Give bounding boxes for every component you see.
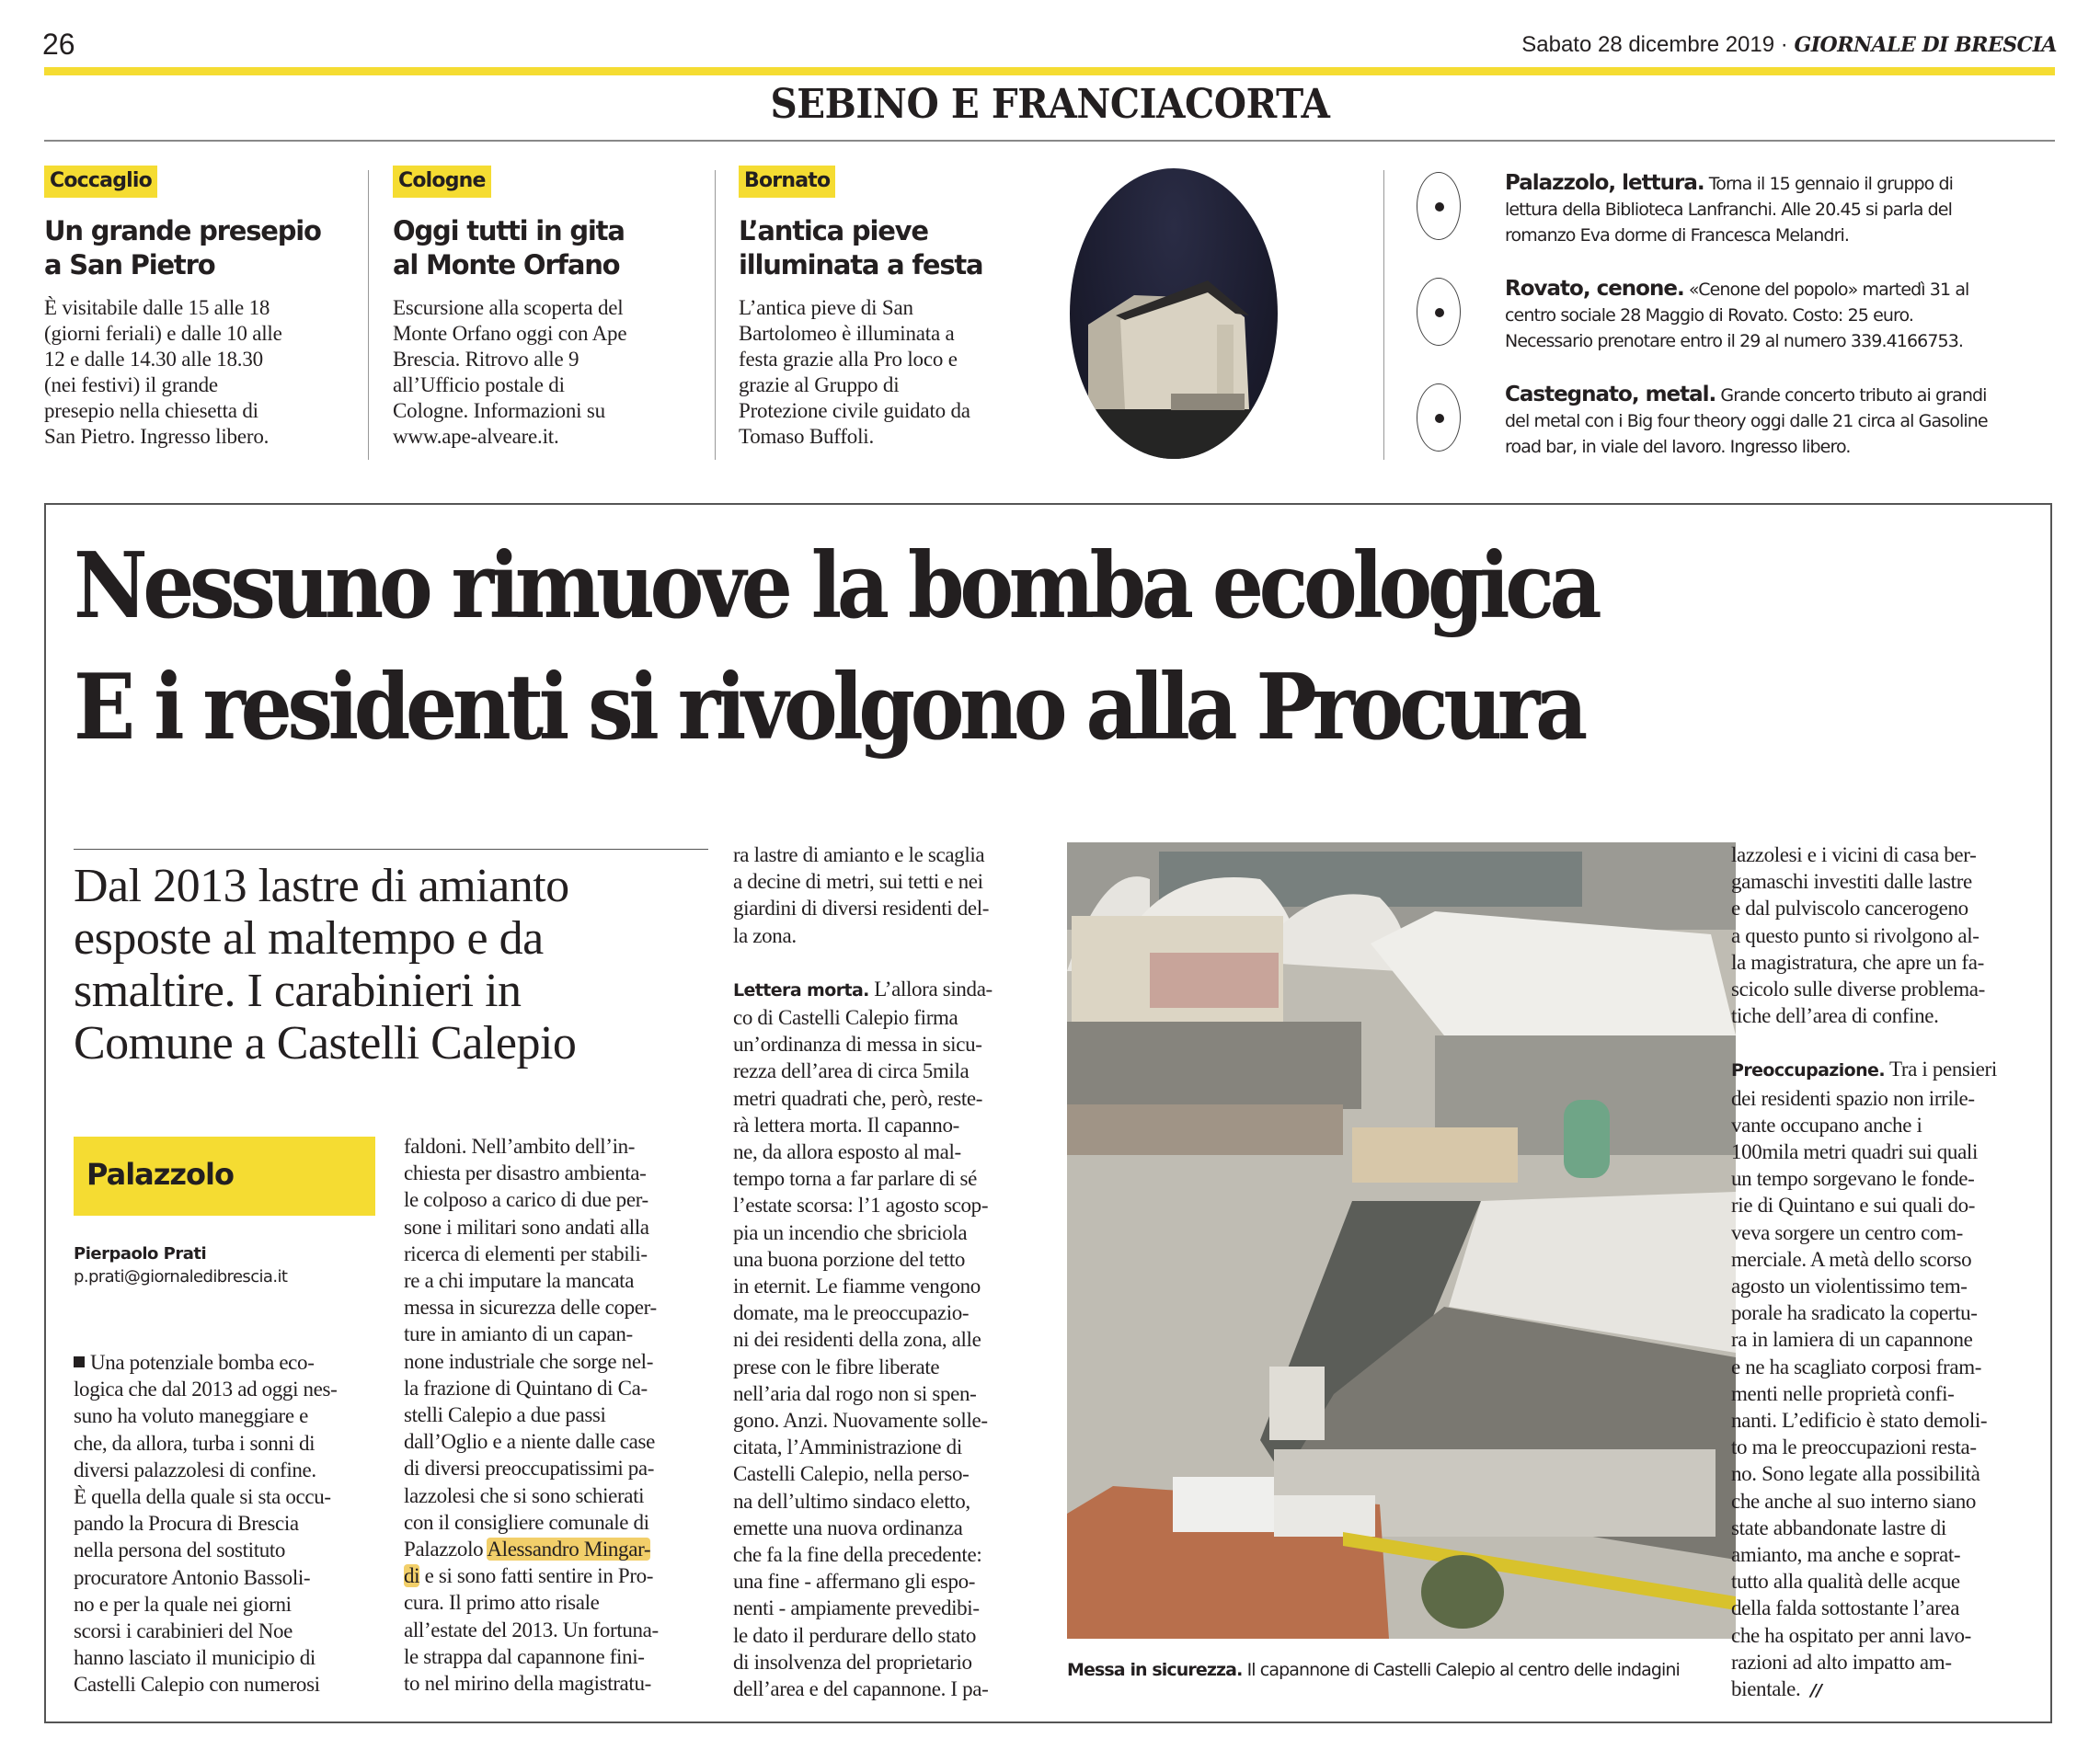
note-line: «Cenone del popolo» martedì 31 al (1683, 280, 1969, 300)
text-line: agosto un violentissimo tem- (1731, 1275, 1968, 1298)
text-line: co di Castelli Calepio firma (733, 1006, 958, 1030)
text-line: nanti. L’edificio è stato demoli- (1731, 1409, 1988, 1433)
text-line: menti nelle proprietà confi- (1731, 1381, 1955, 1405)
bullet-circle-icon (1417, 172, 1461, 240)
brief-line: presepio nella chiesetta di (44, 399, 258, 422)
text-line: procuratore Antonio Bassoli- (74, 1565, 311, 1589)
text-line: l’estate scorsa: l’1 agosto scop- (733, 1194, 989, 1218)
caption-lead: Messa in sicurezza. (1067, 1660, 1243, 1680)
text-lines (1731, 843, 1985, 1027)
column-divider (368, 170, 369, 460)
text-line: nenti - ampiamente prevedibi- (733, 1596, 980, 1620)
text-fragment: L’allora sinda- (868, 977, 993, 1001)
brief-line: Protezione civile guidato da (739, 399, 970, 422)
text-line: none industriale che sorge nel- (404, 1349, 654, 1373)
place-label (74, 1137, 375, 1216)
text-line: porale ha sradicato la copertu- (1731, 1301, 1978, 1325)
note-item (1417, 382, 2060, 464)
subheadline-rule (74, 849, 708, 850)
brief-title-line: illuminata a festa (739, 249, 983, 280)
author-email[interactable]: p.prati@giornaledibrescia.it (74, 1267, 288, 1287)
brief-line: all’Ufficio postale di (393, 373, 565, 396)
brief-line: San Pietro. Ingresso libero. (44, 425, 270, 448)
header-accent-bar (44, 67, 2055, 75)
text-line: hanno lasciato il municipio di (74, 1646, 316, 1670)
note-line: del metal con i Big four theory oggi dalle 21 circa al Gasoline (1505, 411, 1988, 431)
text-line: to nel mirino della magistratu- (404, 1672, 651, 1696)
text-line: tutto alla qualità delle acque (1731, 1570, 1960, 1594)
text-line: pia un incendio che sbriciola (733, 1220, 968, 1244)
text-fragment: Tra i pensieri (1884, 1058, 1997, 1081)
headline-line: E i residenti si rivolgono alla Procura (74, 655, 1583, 761)
article-column-4 (1731, 841, 2031, 1704)
text-line: dall’Oglio e a niente dalle case (404, 1430, 655, 1454)
subheadline-line: smaltire. I carabinieri in (74, 965, 522, 1017)
text-line: e ne ha scagliato corposi fram- (1731, 1355, 1982, 1378)
text-lines (404, 1135, 657, 1534)
article-headline (74, 526, 1812, 769)
text-line: na dell’ultimo sindaco eletto, (733, 1489, 970, 1513)
text-line: 100mila metri quadri sui quali (1731, 1140, 1979, 1164)
text-line: Castelli Calepio con numerosi (74, 1673, 320, 1697)
brief-title-line: al Monte Orfano (393, 249, 620, 280)
text-line: un’ordinanza di messa in sicu- (733, 1033, 982, 1057)
text-line: e dal pulviscolo cancerogeno (1731, 897, 1968, 921)
brief-coccaglio (44, 166, 348, 450)
text-line: che anche al suo interno siano (1731, 1489, 1977, 1513)
note-title: Castegnato, metal. (1505, 383, 1716, 406)
text-line: di insolvenza del proprietario (733, 1650, 972, 1674)
church-photo (1070, 168, 1278, 459)
bullet-circle-icon (1417, 278, 1461, 346)
text-line: scicolo sulle diverse problema- (1731, 978, 1985, 1001)
text-line: la frazione di Quintano di Ca- (404, 1376, 648, 1400)
issue-date: Sabato 28 dicembre 2019 (1521, 32, 1775, 57)
text-lines (74, 1351, 337, 1696)
text-line: ra lastre di amianto e le scaglia (733, 843, 985, 866)
note-title: Palazzolo, lettura. (1505, 171, 1704, 195)
text-line: tiche dell’area di confine. (1731, 1004, 1939, 1028)
text-fragment: bientale. (1731, 1677, 1801, 1701)
author-name: Pierpaolo Prati (74, 1244, 207, 1264)
brief-line: (nei festivi) il grande (44, 373, 218, 396)
text-line: all’estate del 2013. Un fortuna- (404, 1618, 659, 1641)
subheadline-line: esposte al maltempo e da (74, 912, 544, 965)
text-line: chiesta per disastro ambienta- (404, 1161, 647, 1185)
text-line: di diversi preoccupatissimi pa- (404, 1457, 655, 1481)
text-line: vante occupano anche i (1731, 1113, 1922, 1137)
paragraph (1731, 1056, 2031, 1704)
text-line: le strappa dal capannone fini- (404, 1644, 645, 1668)
note-line: romanzo Eva dorme di Francesca Melandri. (1505, 225, 1850, 246)
text-line: nell’aria dal rogo non si spen- (733, 1381, 977, 1405)
text-line: to ma le preoccupazioni resta- (1731, 1435, 1977, 1459)
brief-line: grazie al Gruppo di (739, 373, 900, 396)
brief-tag: Bornato (739, 166, 835, 198)
note-item (1417, 276, 2060, 359)
brief-line: Bartolomeo è illuminata a (739, 322, 955, 345)
article-column-1 (74, 1349, 373, 1699)
text-fragment: Palazzolo (404, 1538, 488, 1561)
brief-line: 12 e dalle 14.30 alle 18.30 (44, 348, 263, 371)
brief-body (44, 295, 348, 450)
text-line: tempo torna a far parlare di sé (733, 1167, 978, 1191)
text-line: la zona. (733, 923, 797, 947)
text-line: ni dei residenti della zona, alle (733, 1328, 981, 1352)
subheadline-line: Comune a Castelli Calepio (74, 1017, 577, 1069)
note-title: Rovato, cenone. (1505, 277, 1684, 301)
caption-text: Il capannone di Castelli Calepio al centro delle indagini (1242, 1660, 1680, 1680)
text-line: che ha ospitato per anni lavo- (1731, 1623, 1971, 1647)
brief-line: Monte Orfano oggi con Ape (393, 322, 627, 345)
text-line: Castelli Calepio, nella perso- (733, 1462, 970, 1486)
subheadline-line: Dal 2013 lastre di amianto (74, 860, 569, 912)
article-column-3 (733, 841, 1033, 1702)
text-line: sone i militari sono andati alla (404, 1215, 649, 1239)
end-of-article-mark: // (1810, 1681, 1822, 1701)
brief-line: L’antica pieve di San (739, 296, 913, 319)
note-item (1417, 170, 2060, 253)
brief-title-line: L’antica pieve (739, 215, 928, 246)
brief-body (393, 295, 696, 450)
text-line: che, da allora, turba i sonni di (74, 1431, 316, 1455)
brief-title-line: Oggi tutti in gita (393, 215, 625, 246)
page-number: 26 (42, 28, 75, 61)
text-line: a decine di metri, sui tetti e nei (733, 870, 983, 894)
note-line: Torna il 15 gennaio il gruppo di (1704, 174, 1954, 194)
photo-caption (1067, 1660, 1748, 1680)
text-line: con il consigliere comunale di (404, 1510, 649, 1534)
column-divider (1383, 170, 1384, 460)
text-line: dell’area e del capannone. I pa- (733, 1677, 989, 1701)
text-line: ne, da allora esposto al mal- (733, 1140, 961, 1164)
paragraph (733, 841, 1033, 949)
text-line: ra in lamiera di un capannone (1731, 1328, 1973, 1352)
brief-line: www.ape-alveare.it. (393, 425, 559, 448)
text-line: pando la Procura di Brescia (74, 1512, 299, 1536)
note-text (1505, 276, 2075, 354)
paragraph (404, 1133, 704, 1697)
paragraph (733, 976, 1033, 1702)
text-line: diversi palazzolesi di confine. (74, 1458, 316, 1481)
brief-line: Cologne. Informazioni su (393, 399, 605, 422)
bullet-circle-icon (1417, 383, 1461, 452)
text-line: a questo punto si rivolgono al- (1731, 923, 1980, 947)
brief-title (739, 214, 1042, 282)
text-line: veva sorgere un centro com- (1731, 1220, 1963, 1244)
paragraph-lead: Lettera morta. (733, 979, 869, 1001)
brief-body (739, 295, 1042, 450)
text-line: domate, ma le preoccupazio- (733, 1301, 970, 1325)
text-line: logica che dal 2013 ad oggi nes- (74, 1378, 338, 1401)
text-line: Una potenziale bomba eco- (90, 1351, 315, 1374)
text-line: gono. Anzi. Nuovamente solle- (733, 1409, 988, 1433)
text-line: ricerca di elementi per stabili- (404, 1241, 648, 1265)
text-line: in eternit. Le fiamme vengono (733, 1275, 981, 1298)
text-line: lazzolesi e i vicini di casa ber- (1731, 843, 1977, 866)
date-separator: · (1780, 32, 1788, 57)
headline-line: Nessuno rimuove la bomba ecologica (74, 533, 1598, 639)
text-line: gamaschi investiti dalle lastre (1731, 870, 1972, 894)
text-line: le colposo a carico di due per- (404, 1188, 648, 1212)
text-line: re a chi imputare la mancata (404, 1269, 635, 1293)
note-text (1505, 170, 2075, 248)
date-line (1521, 32, 2057, 58)
text-line: rie di Quintano e sui quali do- (1731, 1194, 1976, 1218)
brief-title-line: a San Pietro (44, 249, 215, 280)
highlighted-name: di (404, 1564, 420, 1588)
paragraph (74, 1349, 373, 1699)
church-illustration (1070, 168, 1278, 459)
text-line: metri quadrati che, però, reste- (733, 1086, 983, 1110)
brief-line: festa grazie alla Pro loco e (739, 348, 958, 371)
note-line: centro sociale 28 Maggio di Rovato. Costo: 25 euro. (1505, 305, 1914, 326)
text-lines (404, 1591, 659, 1695)
text-line: rà lettera morta. Il capanno- (733, 1113, 959, 1137)
brief-line: Tomaso Buffoli. (739, 425, 875, 448)
text-line: faldoni. Nell’ambito dell’in- (404, 1135, 636, 1158)
place-name: Palazzolo (86, 1157, 234, 1192)
note-line: Grande concerto tributo ai grandi (1716, 385, 1987, 406)
text-line: cura. Il primo atto risale (404, 1591, 600, 1615)
publication-name: GIORNALE DI BRESCIA (1794, 33, 2057, 57)
text-line: una buona porzione del tetto (733, 1247, 966, 1271)
note-line: Necessario prenotare entro il 29 al numero 339.4166753. (1505, 331, 1964, 351)
text-line: lazzolesi che si sono schierati (404, 1483, 645, 1507)
text-line: nella persona del sostituto (74, 1538, 286, 1562)
brief-title (44, 214, 348, 282)
text-line: le dato il perdurare dello stato (733, 1623, 977, 1647)
text-line: razioni ad alto impatto am- (1731, 1650, 1952, 1674)
text-line: merciale. A metà dello scorso (1731, 1247, 1972, 1271)
paragraph-lead: Preoccupazione. (1731, 1060, 1885, 1081)
text-line: la magistratura, che apre un fa- (1731, 950, 1984, 974)
article-column-2 (404, 1133, 704, 1697)
text-line: suno ha voluto maneggiare e (74, 1404, 308, 1428)
text-lines (733, 843, 989, 947)
note-line: road bar, in viale del lavoro. Ingresso libero. (1505, 437, 1851, 457)
brief-line: È visitabile dalle 15 alle 18 (44, 296, 270, 319)
section-title: SEBINO E FRANCIACORTA (770, 81, 1330, 128)
brief-line: (giorni feriali) e dalle 10 alle (44, 322, 282, 345)
text-lines (1731, 1087, 1987, 1674)
brief-title-line: Un grande presepio (44, 215, 321, 246)
note-text (1505, 382, 2075, 460)
text-line: emette una nuova ordinanza (733, 1516, 963, 1539)
brief-line: Escursione alla scoperta del (393, 296, 624, 319)
brief-bornato (739, 166, 1042, 450)
text-line: È quella della quale si sta occu- (74, 1485, 331, 1509)
text-line: un tempo sorgevano le fonde- (1731, 1167, 1975, 1191)
text-line: giardini di diversi residenti del- (733, 897, 990, 921)
text-line: rezza dell’area di circa 5mila (733, 1059, 970, 1083)
text-line: ture in amianto di un capan- (404, 1322, 633, 1346)
text-line: che fa la fine della precedente: (733, 1543, 982, 1567)
column-divider (715, 170, 716, 460)
text-line: della falda sottostante l’area (1731, 1596, 1960, 1620)
highlighted-name: Alessandro Mingar- (487, 1538, 651, 1561)
brief-tag: Cologne (393, 166, 491, 198)
square-bullet-icon (74, 1356, 85, 1367)
text-line: citata, l’Amministrazione di (733, 1435, 962, 1459)
text-line: prese con le fibre liberate (733, 1355, 940, 1378)
text-fragment: e si sono fatti sentire in Pro- (419, 1564, 654, 1588)
text-line: stelli Calepio a due passi (404, 1403, 606, 1427)
warehouse-aerial-photo (1067, 842, 1736, 1639)
brief-tag: Coccaglio (44, 166, 157, 198)
note-line: lettura della Biblioteca Lanfranchi. Alle 20.45 si parla del (1505, 200, 1952, 220)
text-line: scorsi i carabinieri del Noe (74, 1619, 293, 1643)
section-divider (44, 140, 2055, 142)
paragraph (1731, 841, 2031, 1029)
text-line: state abbandonate lastre di (1731, 1516, 1946, 1539)
brief-line: Brescia. Ritrovo alle 9 (393, 348, 580, 371)
brief-title (393, 214, 696, 282)
article-subheadline (74, 860, 717, 1069)
text-line: amianto, ma anche e soprat- (1731, 1543, 1961, 1567)
text-line: no. Sono legate alla possibilità (1731, 1462, 1980, 1486)
text-line: messa in sicurezza delle coper- (404, 1296, 657, 1320)
text-line: una fine - affermano gli espo- (733, 1570, 976, 1594)
text-line: no e per la quale nei giorni (74, 1592, 292, 1616)
warehouse-illustration (1067, 842, 1736, 1639)
text-line: dei residenti spazio non irrile- (1731, 1086, 1975, 1110)
text-lines (733, 1006, 988, 1700)
brief-cologne (393, 166, 696, 450)
